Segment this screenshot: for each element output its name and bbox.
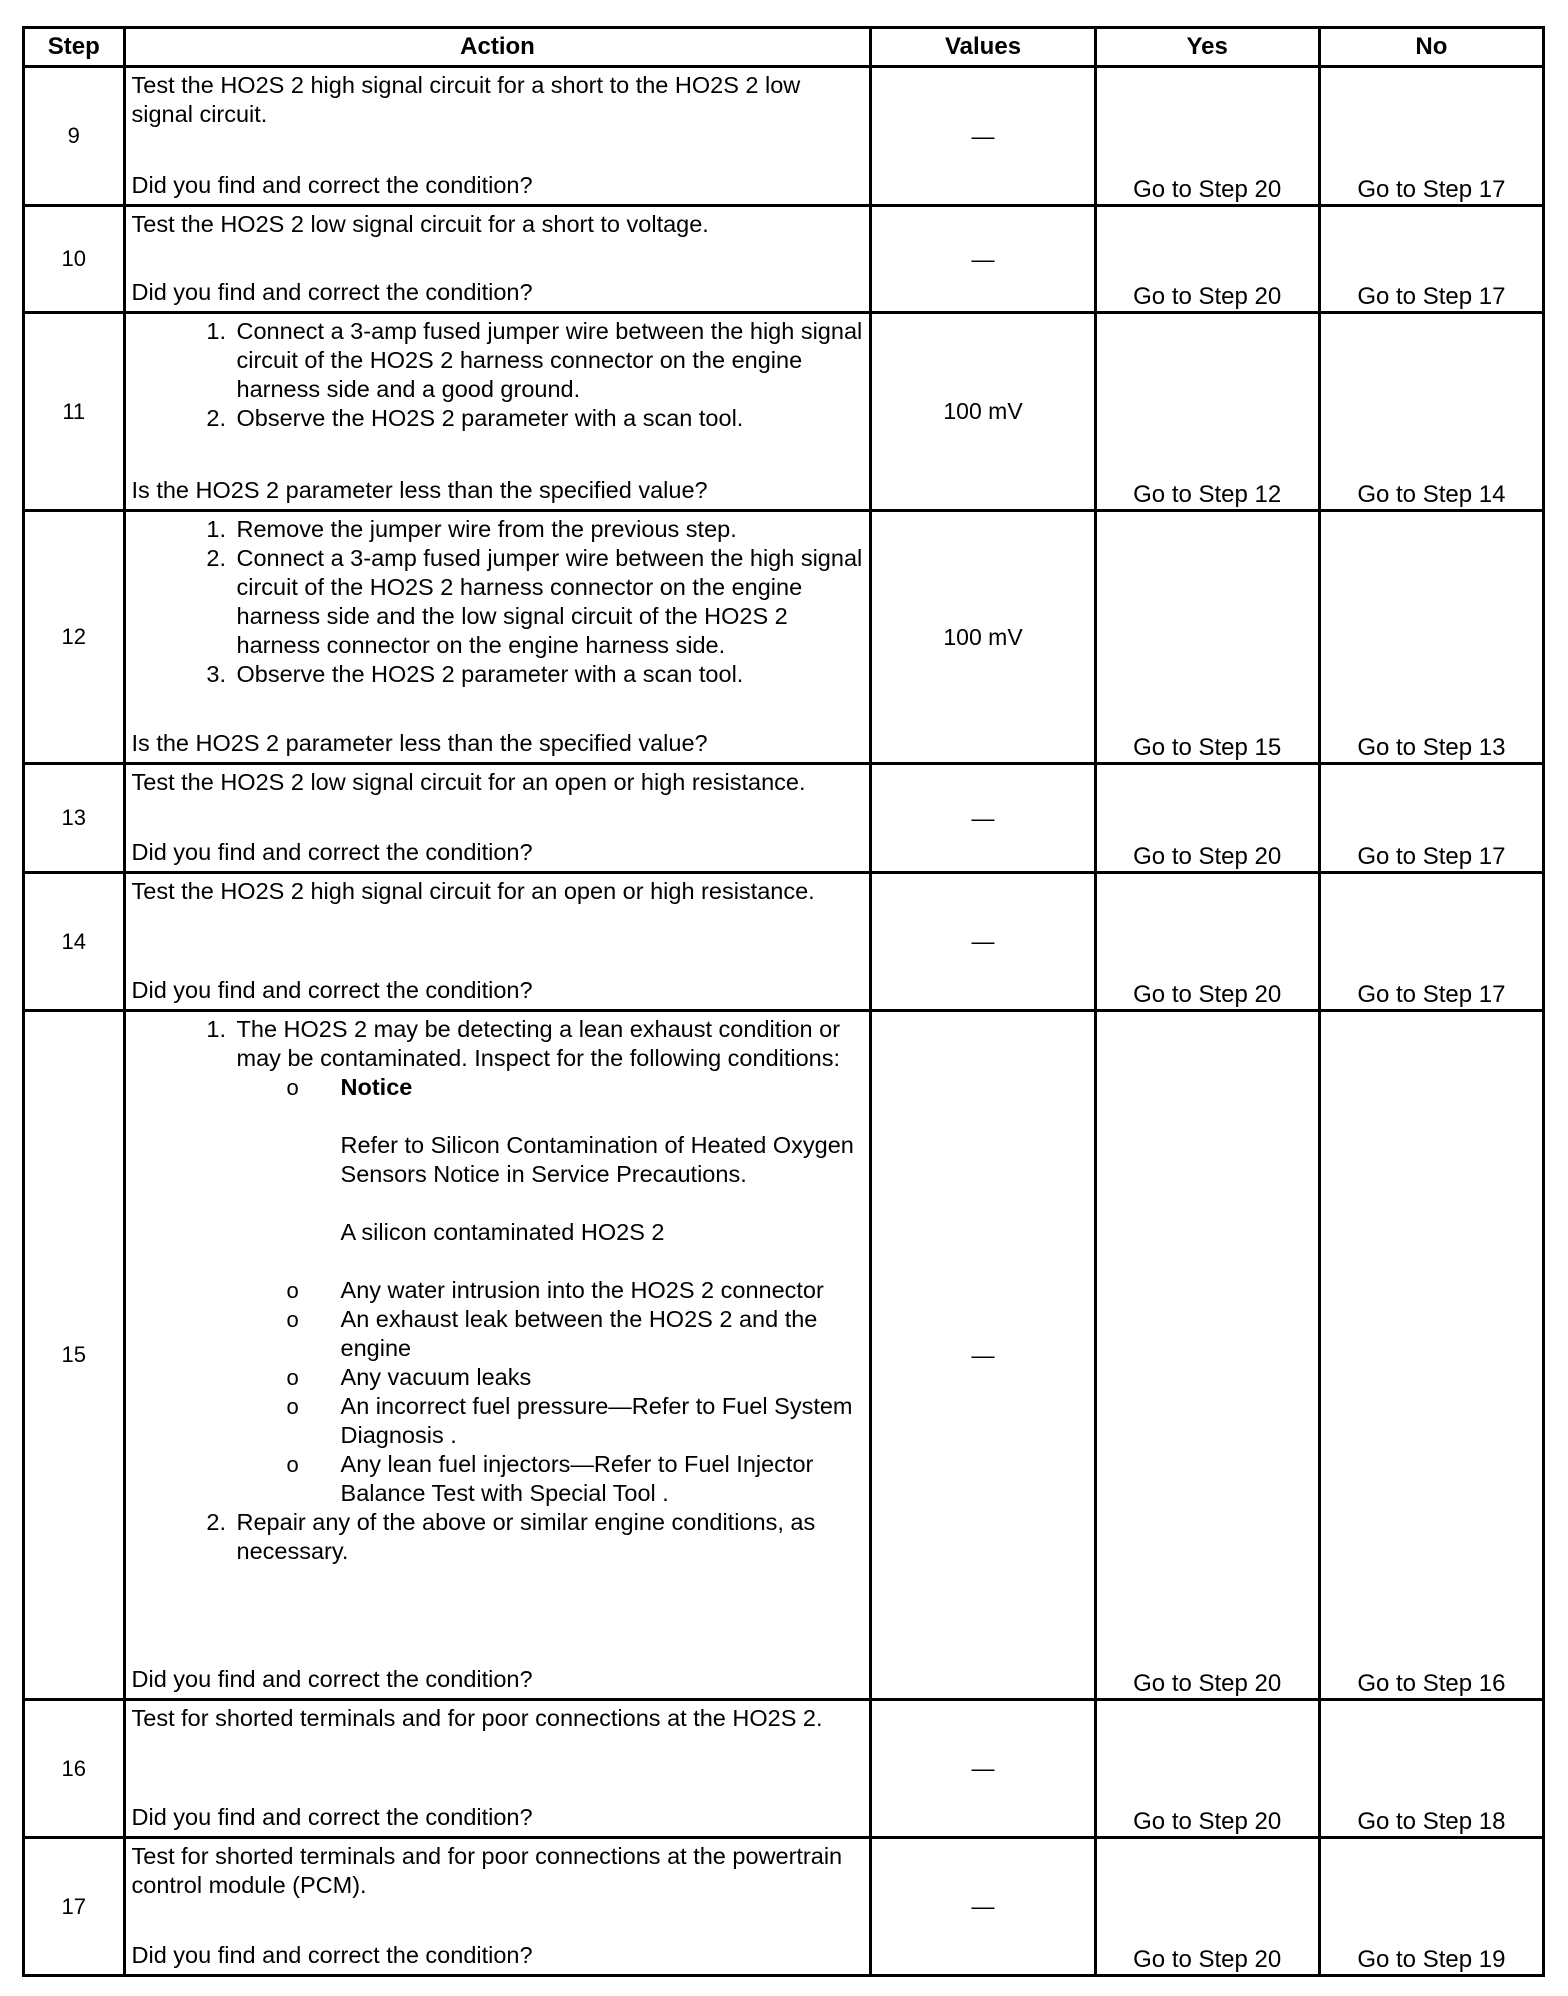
yes-link[interactable]: Go to Step 20 xyxy=(1095,206,1319,313)
header-no: No xyxy=(1319,28,1543,67)
no-link[interactable]: Go to Step 16 xyxy=(1319,1011,1543,1700)
action-question: Did you find and correct the condition? xyxy=(131,1666,533,1692)
step-number: 11 xyxy=(24,313,125,511)
action-cell xyxy=(124,1011,871,1700)
action-text: Test the HO2S 2 high signal circuit for an open or high resistance. xyxy=(131,878,815,904)
value-cell: 100 mV xyxy=(871,511,1095,764)
action-question: Did you find and correct the condition? xyxy=(131,172,533,198)
table-row xyxy=(24,313,1544,511)
action-step-text: The HO2S 2 may be detecting a lean exhaust condition or may be contaminated. Inspect for the following conditions: xyxy=(236,1016,841,1071)
action-cell xyxy=(124,511,871,764)
action-question: Did you find and correct the condition? xyxy=(131,839,533,865)
action-step-item: 2. Connect a 3-amp fused jumper wire between the high signal circuit of the HO2S 2 harness connector on the engine harness side and the low signal circuit of the HO2S 2 harness connector on the engine harness side. xyxy=(233,544,866,660)
header-action: Action xyxy=(124,28,871,67)
no-link[interactable]: Go to Step 13 xyxy=(1319,511,1543,764)
action-question: Did you find and correct the condition? xyxy=(131,1804,533,1830)
action-text: Test for shorted terminals and for poor connections at the powertrain control module (PCM). xyxy=(131,1843,843,1898)
condition-list xyxy=(237,1073,866,1508)
value-cell: — xyxy=(871,67,1095,206)
step-number: 14 xyxy=(24,873,125,1011)
no-link[interactable]: Go to Step 17 xyxy=(1319,67,1543,206)
action-cell xyxy=(124,1838,871,1976)
action-cell xyxy=(124,313,871,511)
notice-condition: A silicon contaminated HO2S 2 xyxy=(340,1219,665,1245)
step-number: 9 xyxy=(24,67,125,206)
no-link[interactable]: Go to Step 18 xyxy=(1319,1700,1543,1838)
table-row xyxy=(24,764,1544,873)
action-steps xyxy=(132,317,866,433)
value-cell: — xyxy=(871,206,1095,313)
action-cell xyxy=(124,206,871,313)
yes-link[interactable]: Go to Step 20 xyxy=(1095,873,1319,1011)
action-step-item xyxy=(233,1015,866,1508)
step-number: 17 xyxy=(24,1838,125,1976)
step-number: 15 xyxy=(24,1011,125,1700)
value-cell: — xyxy=(871,764,1095,873)
condition-item: o Any vacuum leaks xyxy=(337,1363,866,1392)
action-question: Did you find and correct the condition? xyxy=(131,977,533,1003)
step-number: 13 xyxy=(24,764,125,873)
diagnostic-table xyxy=(22,26,1545,1977)
action-text: Test for shorted terminals and for poor connections at the HO2S 2. xyxy=(131,1705,823,1731)
action-question: Did you find and correct the condition? xyxy=(131,279,533,305)
no-link[interactable]: Go to Step 17 xyxy=(1319,764,1543,873)
table-row xyxy=(24,1838,1544,1976)
header-values: Values xyxy=(871,28,1095,67)
action-text: Test the HO2S 2 high signal circuit for a short to the HO2S 2 low signal circuit. xyxy=(131,72,801,127)
action-cell xyxy=(124,67,871,206)
table-row xyxy=(24,1011,1544,1700)
condition-item: o Any lean fuel injectors—Refer to Fuel Injector Balance Test with Special Tool . xyxy=(337,1450,866,1508)
table-row xyxy=(24,1700,1544,1838)
action-steps xyxy=(132,515,866,689)
yes-link[interactable]: Go to Step 20 xyxy=(1095,1011,1319,1700)
action-cell xyxy=(124,1700,871,1838)
yes-link[interactable]: Go to Step 12 xyxy=(1095,313,1319,511)
action-step-item: 2. Observe the HO2S 2 parameter with a scan tool. xyxy=(233,404,866,433)
yes-link[interactable]: Go to Step 20 xyxy=(1095,1838,1319,1976)
action-question: Is the HO2S 2 parameter less than the specified value? xyxy=(131,477,708,503)
action-question: Is the HO2S 2 parameter less than the specified value? xyxy=(131,730,708,756)
action-text: Test the HO2S 2 low signal circuit for an open or high resistance. xyxy=(131,769,806,795)
condition-item: o Any water intrusion into the HO2S 2 connector xyxy=(337,1276,866,1305)
action-cell xyxy=(124,764,871,873)
yes-link[interactable]: Go to Step 20 xyxy=(1095,1700,1319,1838)
action-text: Test the HO2S 2 low signal circuit for a short to voltage. xyxy=(131,211,709,237)
yes-link[interactable]: Go to Step 20 xyxy=(1095,67,1319,206)
condition-item: o An incorrect fuel pressure—Refer to Fuel System Diagnosis . xyxy=(337,1392,866,1450)
header-yes: Yes xyxy=(1095,28,1319,67)
yes-link[interactable]: Go to Step 15 xyxy=(1095,511,1319,764)
notice-text: Refer to Silicon Contamination of Heated Oxygen Sensors Notice in Service Precautions. xyxy=(340,1132,854,1187)
no-link[interactable]: Go to Step 19 xyxy=(1319,1838,1543,1976)
step-number: 16 xyxy=(24,1700,125,1838)
action-step-item: 3. Observe the HO2S 2 parameter with a scan tool. xyxy=(233,660,866,689)
yes-link[interactable]: Go to Step 20 xyxy=(1095,764,1319,873)
action-question: Did you find and correct the condition? xyxy=(131,1942,533,1968)
header-row xyxy=(24,28,1544,67)
step-number: 10 xyxy=(24,206,125,313)
action-step-item: 2. Repair any of the above or similar engine conditions, as necessary. xyxy=(233,1508,866,1566)
value-cell: — xyxy=(871,1838,1095,1976)
table-row xyxy=(24,206,1544,313)
action-step-item: 1. Connect a 3-amp fused jumper wire between the high signal circuit of the HO2S 2 harness connector on the engine harness side and a good ground. xyxy=(233,317,866,404)
table-row xyxy=(24,873,1544,1011)
step-number: 12 xyxy=(24,511,125,764)
value-cell: 100 mV xyxy=(871,313,1095,511)
action-steps xyxy=(132,1015,866,1566)
action-cell xyxy=(124,873,871,1011)
condition-item: o An exhaust leak between the HO2S 2 and the engine xyxy=(337,1305,866,1363)
table-row xyxy=(24,511,1544,764)
notice-item xyxy=(337,1073,866,1276)
action-step-item: 1. Remove the jumper wire from the previous step. xyxy=(233,515,866,544)
header-step: Step xyxy=(24,28,125,67)
value-cell: — xyxy=(871,873,1095,1011)
no-link[interactable]: Go to Step 17 xyxy=(1319,873,1543,1011)
value-cell: — xyxy=(871,1700,1095,1838)
no-link[interactable]: Go to Step 14 xyxy=(1319,313,1543,511)
notice-title: o Notice xyxy=(340,1074,413,1100)
table-row xyxy=(24,67,1544,206)
value-cell: — xyxy=(871,1011,1095,1700)
no-link[interactable]: Go to Step 17 xyxy=(1319,206,1543,313)
